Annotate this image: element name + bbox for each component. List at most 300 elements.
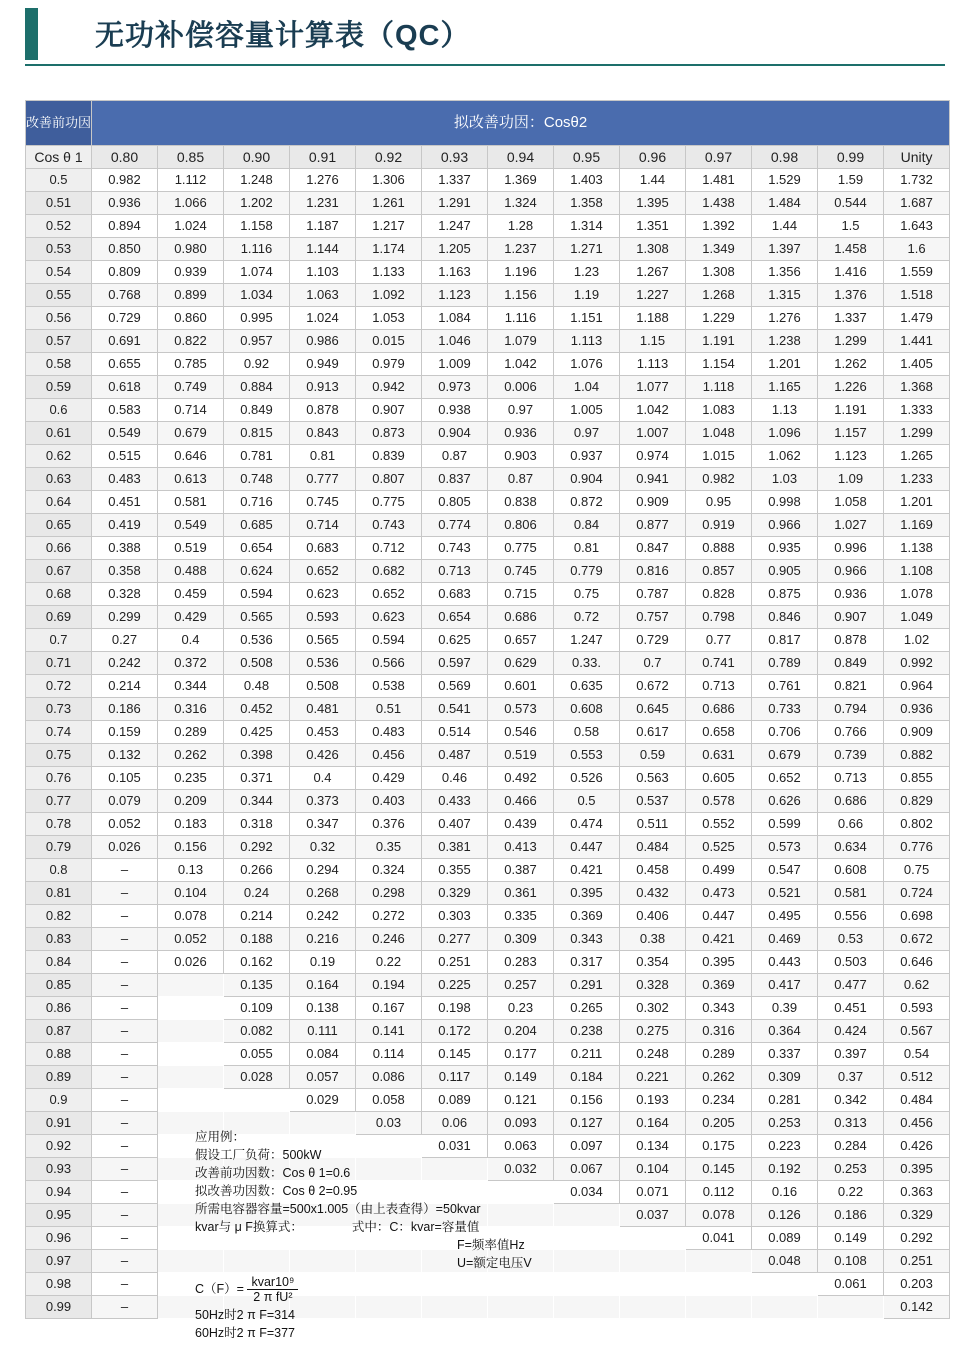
data-cell: 1.158 — [224, 215, 290, 238]
data-cell: 0.935 — [752, 537, 818, 560]
row-header-cell: 0.58 — [26, 353, 92, 376]
data-cell: 0.798 — [686, 606, 752, 629]
row-header-cell: 0.75 — [26, 744, 92, 767]
data-cell: 0.936 — [884, 698, 950, 721]
data-cell: 0.337 — [752, 1043, 818, 1066]
data-cell: 0.266 — [224, 859, 290, 882]
data-cell: 0.515 — [92, 445, 158, 468]
data-cell: 0.58 — [554, 721, 620, 744]
corner-header-label: 改善前功因 — [26, 115, 92, 130]
data-cell: 0.72 — [554, 606, 620, 629]
data-cell: 0.565 — [290, 629, 356, 652]
data-cell: 1.096 — [752, 422, 818, 445]
data-cell: 0.028 — [224, 1066, 290, 1089]
data-cell: – — [92, 1020, 158, 1043]
row-header-cell: 0.63 — [26, 468, 92, 491]
data-cell: 0.183 — [158, 813, 224, 836]
data-cell: – — [92, 1158, 158, 1181]
table-row — [26, 192, 950, 215]
data-cell: 0.469 — [752, 928, 818, 951]
data-cell: 0.789 — [752, 652, 818, 675]
table-row — [26, 629, 950, 652]
data-cell: – — [92, 1066, 158, 1089]
data-cell: 0.657 — [488, 629, 554, 652]
data-cell: 0.672 — [620, 675, 686, 698]
note-line-6b: 式中：C：kvar=容量值 — [351, 1220, 480, 1234]
data-cell: 1.113 — [554, 330, 620, 353]
data-cell: 0.192 — [752, 1158, 818, 1181]
data-cell: – — [92, 1296, 158, 1319]
data-cell: 1.007 — [620, 422, 686, 445]
table-row — [26, 813, 950, 836]
data-cell: 0.328 — [620, 974, 686, 997]
data-cell: 1.103 — [290, 261, 356, 284]
data-cell: 0.198 — [422, 997, 488, 1020]
data-cell: 0.026 — [92, 836, 158, 859]
data-cell: 0.581 — [818, 882, 884, 905]
data-cell: 1.116 — [224, 238, 290, 261]
data-cell: 0.837 — [422, 468, 488, 491]
row-header-cell: 0.67 — [26, 560, 92, 583]
data-cell: 0.605 — [686, 767, 752, 790]
data-cell: 0.156 — [158, 836, 224, 859]
data-cell: 1.046 — [422, 330, 488, 353]
data-cell: 0.164 — [620, 1112, 686, 1135]
data-cell — [686, 1273, 752, 1296]
formula-label: C（F）= — [195, 1282, 244, 1296]
data-cell: 1.074 — [224, 261, 290, 284]
data-cell: 1.123 — [818, 445, 884, 468]
data-cell: 0.272 — [356, 905, 422, 928]
data-cell: 0.063 — [488, 1135, 554, 1158]
data-cell: 1.324 — [488, 192, 554, 215]
data-cell: 1.262 — [818, 353, 884, 376]
data-cell: 0.03 — [356, 1112, 422, 1135]
data-cell: 0.204 — [488, 1020, 554, 1043]
data-cell: 0.127 — [554, 1112, 620, 1135]
data-cell: 0.495 — [752, 905, 818, 928]
row-header-cell: 0.51 — [26, 192, 92, 215]
data-cell: 0.361 — [488, 882, 554, 905]
data-cell: 0.284 — [818, 1135, 884, 1158]
data-cell: 0.108 — [818, 1250, 884, 1273]
data-cell: 0.175 — [686, 1135, 752, 1158]
data-cell: 0.5 — [554, 790, 620, 813]
data-cell: 0.594 — [356, 629, 422, 652]
data-cell: 1.02 — [884, 629, 950, 652]
data-cell — [158, 997, 224, 1020]
data-cell: 0.81 — [554, 537, 620, 560]
data-cell: 0.829 — [884, 790, 950, 813]
data-cell: 1.267 — [620, 261, 686, 284]
data-cell: 1.079 — [488, 330, 554, 353]
data-cell: 0.426 — [290, 744, 356, 767]
data-cell: 1.076 — [554, 353, 620, 376]
data-cell: 0.372 — [158, 652, 224, 675]
data-cell: 1.231 — [290, 192, 356, 215]
data-cell: 0.623 — [290, 583, 356, 606]
data-cell: 0.105 — [92, 767, 158, 790]
table-row — [26, 928, 950, 951]
data-cell: 0.77 — [686, 629, 752, 652]
data-cell: 0.794 — [818, 698, 884, 721]
data-cell: 0.658 — [686, 721, 752, 744]
data-cell: 0.573 — [488, 698, 554, 721]
data-cell: 1.078 — [884, 583, 950, 606]
data-cell — [158, 974, 224, 997]
data-cell: 1.337 — [818, 307, 884, 330]
data-cell: 0.344 — [158, 675, 224, 698]
data-cell: 1.217 — [356, 215, 422, 238]
note-line-4: 拟改善功因数：Cos θ 2=0.95 — [195, 1184, 358, 1198]
data-cell: 0.888 — [686, 537, 752, 560]
data-cell: 0.809 — [92, 261, 158, 284]
data-cell: 0.225 — [422, 974, 488, 997]
data-cell: 0.149 — [488, 1066, 554, 1089]
data-cell — [620, 1273, 686, 1296]
data-cell: 0.877 — [620, 514, 686, 537]
data-cell: 0.525 — [686, 836, 752, 859]
note-line-6a: kvar与 μ F换算式： — [195, 1220, 303, 1234]
data-cell: 0.519 — [488, 744, 554, 767]
data-cell: 0.982 — [92, 169, 158, 192]
data-cell: 0.857 — [686, 560, 752, 583]
data-cell: 0.536 — [290, 652, 356, 675]
data-cell — [818, 1296, 884, 1319]
data-cell: 0.578 — [686, 790, 752, 813]
data-cell: 1.559 — [884, 261, 950, 284]
data-cell: 0.432 — [620, 882, 686, 905]
data-cell: 0.538 — [356, 675, 422, 698]
data-cell: 0.904 — [422, 422, 488, 445]
data-cell: 1.291 — [422, 192, 488, 215]
data-cell: 0.652 — [290, 560, 356, 583]
data-cell: 0.242 — [290, 905, 356, 928]
data-cell: 0.138 — [290, 997, 356, 1020]
data-cell: 0.057 — [290, 1066, 356, 1089]
data-cell: 0.067 — [554, 1158, 620, 1181]
row-header-cell: 0.68 — [26, 583, 92, 606]
column-header-0.95: 0.95 — [554, 146, 620, 169]
data-cell: 0.807 — [356, 468, 422, 491]
data-cell: 0.652 — [356, 583, 422, 606]
data-cell: 0.729 — [620, 629, 686, 652]
data-cell: 0.51 — [356, 698, 422, 721]
data-cell: 0.713 — [818, 767, 884, 790]
data-cell: 0.909 — [884, 721, 950, 744]
data-cell: 0.905 — [752, 560, 818, 583]
data-cell: 0.626 — [752, 790, 818, 813]
data-cell: 0.875 — [752, 583, 818, 606]
data-cell: 0.159 — [92, 721, 158, 744]
data-cell: 1.084 — [422, 307, 488, 330]
data-cell: 0.503 — [818, 951, 884, 974]
data-cell: 1.397 — [752, 238, 818, 261]
table-row — [26, 445, 950, 468]
data-cell: 0.849 — [224, 399, 290, 422]
data-cell: 0.733 — [752, 698, 818, 721]
row-header-cell: 0.55 — [26, 284, 92, 307]
data-cell: 1.265 — [884, 445, 950, 468]
data-cell: 0.62 — [884, 974, 950, 997]
data-cell: 0.936 — [818, 583, 884, 606]
data-cell: 0.484 — [884, 1089, 950, 1112]
data-cell: 0.006 — [488, 376, 554, 399]
row-header-cell: 0.91 — [26, 1112, 92, 1135]
data-cell: 0.46 — [422, 767, 488, 790]
data-cell: 1.226 — [818, 376, 884, 399]
top-header-label: 拟改善功因：Cosθ2 — [453, 114, 588, 131]
data-cell: 0.996 — [818, 537, 884, 560]
data-cell: 0.058 — [356, 1089, 422, 1112]
data-cell: 1.09 — [818, 468, 884, 491]
data-cell: 1.201 — [884, 491, 950, 514]
data-cell: 0.186 — [818, 1204, 884, 1227]
data-cell: 0.53 — [818, 928, 884, 951]
data-cell: 0.872 — [554, 491, 620, 514]
data-cell: 0.289 — [158, 721, 224, 744]
data-cell: – — [92, 859, 158, 882]
data-cell: 0.407 — [422, 813, 488, 836]
data-cell: 0.682 — [356, 560, 422, 583]
data-cell: 1.261 — [356, 192, 422, 215]
note-line-5: 所需电容器容量=500x1.005（由上表查得）=50kvar — [195, 1202, 481, 1216]
row-header-cell: 0.7 — [26, 629, 92, 652]
data-cell: 0.919 — [686, 514, 752, 537]
data-cell: 0.556 — [818, 905, 884, 928]
data-cell: – — [92, 951, 158, 974]
data-cell: 0.238 — [554, 1020, 620, 1043]
data-cell: 1.59 — [818, 169, 884, 192]
data-cell: 0.395 — [884, 1158, 950, 1181]
data-cell: 0.683 — [422, 583, 488, 606]
data-cell: 0.363 — [884, 1181, 950, 1204]
data-cell: 0.745 — [290, 491, 356, 514]
data-cell: 0.294 — [290, 859, 356, 882]
data-cell: 1.049 — [884, 606, 950, 629]
data-cell: 1.163 — [422, 261, 488, 284]
data-cell: 0.354 — [620, 951, 686, 974]
data-cell: 0.882 — [884, 744, 950, 767]
data-cell: 0.913 — [290, 376, 356, 399]
data-cell: 1.458 — [818, 238, 884, 261]
data-cell: 1.154 — [686, 353, 752, 376]
data-cell: 0.894 — [92, 215, 158, 238]
data-cell — [158, 1066, 224, 1089]
data-cell: 0.629 — [488, 652, 554, 675]
data-cell: 0.221 — [620, 1066, 686, 1089]
data-cell: 0.439 — [488, 813, 554, 836]
data-cell: 0.037 — [620, 1204, 686, 1227]
data-cell: 1.118 — [686, 376, 752, 399]
row-header-cell: 0.92 — [26, 1135, 92, 1158]
column-header-Unity: Unity — [884, 146, 950, 169]
data-cell: 0.873 — [356, 422, 422, 445]
data-cell: 0.942 — [356, 376, 422, 399]
data-cell: 0.907 — [818, 606, 884, 629]
data-cell: 0.358 — [92, 560, 158, 583]
data-cell: 0.429 — [158, 606, 224, 629]
data-cell: 0.111 — [290, 1020, 356, 1043]
data-cell: 0.141 — [356, 1020, 422, 1043]
data-cell: 1.356 — [752, 261, 818, 284]
data-cell: 1.687 — [884, 192, 950, 215]
column-header-0.80: 0.80 — [92, 146, 158, 169]
data-cell: 1.276 — [752, 307, 818, 330]
data-cell: 1.333 — [884, 399, 950, 422]
data-cell: 0.246 — [356, 928, 422, 951]
data-cell: 0.451 — [92, 491, 158, 514]
data-cell: 0.211 — [554, 1043, 620, 1066]
data-cell: 0.135 — [224, 974, 290, 997]
row-header-cell: 0.62 — [26, 445, 92, 468]
data-cell: 0.109 — [224, 997, 290, 1020]
data-cell: 0.860 — [158, 307, 224, 330]
data-cell: 0.026 — [158, 951, 224, 974]
data-cell: 1.144 — [290, 238, 356, 261]
data-cell: 0.508 — [224, 652, 290, 675]
data-cell: 0.117 — [422, 1066, 488, 1089]
data-cell: 0.089 — [422, 1089, 488, 1112]
data-cell: 0.973 — [422, 376, 488, 399]
data-cell — [686, 1250, 752, 1273]
table-row — [26, 859, 950, 882]
data-cell: 0.484 — [620, 836, 686, 859]
page-title: 无功补偿容量计算表（QC） — [95, 20, 471, 52]
row-header-cell: 0.65 — [26, 514, 92, 537]
table-row — [26, 721, 950, 744]
data-cell: 1.237 — [488, 238, 554, 261]
data-cell: 0.172 — [422, 1020, 488, 1043]
data-cell: 1.732 — [884, 169, 950, 192]
data-cell: 0.38 — [620, 928, 686, 951]
data-cell: 0.655 — [92, 353, 158, 376]
note-line-10: 60Hz时2 π F=377 — [195, 1326, 295, 1340]
data-cell: 0.452 — [224, 698, 290, 721]
data-cell: 1.351 — [620, 215, 686, 238]
data-cell: 0.563 — [620, 767, 686, 790]
data-cell: 1.306 — [356, 169, 422, 192]
data-cell: 0.594 — [224, 583, 290, 606]
data-cell: 0.387 — [488, 859, 554, 882]
data-cell: 1.238 — [752, 330, 818, 353]
data-cell: 0.451 — [818, 997, 884, 1020]
table-header-row-columns — [26, 146, 950, 169]
data-cell: 0.162 — [224, 951, 290, 974]
data-cell: 0.966 — [818, 560, 884, 583]
data-cell: 0.75 — [554, 583, 620, 606]
data-cell: 1.116 — [488, 307, 554, 330]
data-cell: 0.84 — [554, 514, 620, 537]
data-cell: 0.373 — [290, 790, 356, 813]
data-cell: 0.713 — [422, 560, 488, 583]
table-row — [26, 951, 950, 974]
table-row — [26, 836, 950, 859]
data-cell: 0.617 — [620, 721, 686, 744]
data-cell: 0.313 — [818, 1112, 884, 1135]
data-cell: 0.631 — [686, 744, 752, 767]
data-cell: 0.318 — [224, 813, 290, 836]
data-cell: 1.5 — [818, 215, 884, 238]
table-row — [26, 238, 950, 261]
data-cell: 1.066 — [158, 192, 224, 215]
data-cell: 0.134 — [620, 1135, 686, 1158]
data-cell: – — [92, 1089, 158, 1112]
data-cell: 1.138 — [884, 537, 950, 560]
data-cell: – — [92, 1227, 158, 1250]
row-header-cell: 0.9 — [26, 1089, 92, 1112]
data-cell: 0.253 — [752, 1112, 818, 1135]
data-cell: 0.716 — [224, 491, 290, 514]
table-row — [26, 215, 950, 238]
data-cell: 1.299 — [884, 422, 950, 445]
row-header-cell: 0.93 — [26, 1158, 92, 1181]
data-cell: – — [92, 1204, 158, 1227]
data-cell: 1.395 — [620, 192, 686, 215]
data-cell: 0.597 — [422, 652, 488, 675]
data-cell: 0.309 — [752, 1066, 818, 1089]
data-cell: 1.03 — [752, 468, 818, 491]
data-cell: 0.329 — [884, 1204, 950, 1227]
data-cell — [158, 1020, 224, 1043]
data-cell: 0.774 — [422, 514, 488, 537]
data-cell: 0.381 — [422, 836, 488, 859]
data-cell: 0.473 — [686, 882, 752, 905]
data-cell: 1.227 — [620, 284, 686, 307]
data-cell: 0.623 — [356, 606, 422, 629]
row-header-cell: 0.94 — [26, 1181, 92, 1204]
page-header — [0, 0, 970, 70]
data-cell: 1.247 — [554, 629, 620, 652]
data-cell: 0.878 — [818, 629, 884, 652]
data-cell: 0.599 — [752, 813, 818, 836]
data-cell: 0.998 — [752, 491, 818, 514]
data-cell — [752, 1273, 818, 1296]
data-cell: 0.714 — [290, 514, 356, 537]
data-cell: 0.223 — [752, 1135, 818, 1158]
data-cell: 0.547 — [752, 859, 818, 882]
column-header-0.91: 0.91 — [290, 146, 356, 169]
data-cell: 0.483 — [92, 468, 158, 491]
data-cell — [686, 1296, 752, 1319]
data-cell: 0.309 — [488, 928, 554, 951]
data-cell: 1.156 — [488, 284, 554, 307]
column-header-0.93: 0.93 — [422, 146, 488, 169]
data-cell: 1.202 — [224, 192, 290, 215]
table-row — [26, 744, 950, 767]
data-cell: 0.593 — [884, 997, 950, 1020]
data-cell: 0.815 — [224, 422, 290, 445]
data-cell: 1.005 — [554, 399, 620, 422]
data-cell: 0.214 — [224, 905, 290, 928]
data-cell: 0.097 — [554, 1135, 620, 1158]
data-cell: 0.406 — [620, 905, 686, 928]
data-cell: 0.443 — [752, 951, 818, 974]
row-header-cell: 0.52 — [26, 215, 92, 238]
row-header-cell: 0.96 — [26, 1227, 92, 1250]
data-cell: 0.419 — [92, 514, 158, 537]
note-line-6 — [195, 1218, 532, 1236]
data-cell: 0.974 — [620, 445, 686, 468]
column-header-0.85: 0.85 — [158, 146, 224, 169]
data-cell: 0.781 — [224, 445, 290, 468]
data-cell: 0.177 — [488, 1043, 554, 1066]
data-cell: 0.646 — [884, 951, 950, 974]
row-header-cell: 0.86 — [26, 997, 92, 1020]
data-cell: – — [92, 1181, 158, 1204]
data-cell: 0.698 — [884, 905, 950, 928]
data-cell: 0.488 — [158, 560, 224, 583]
